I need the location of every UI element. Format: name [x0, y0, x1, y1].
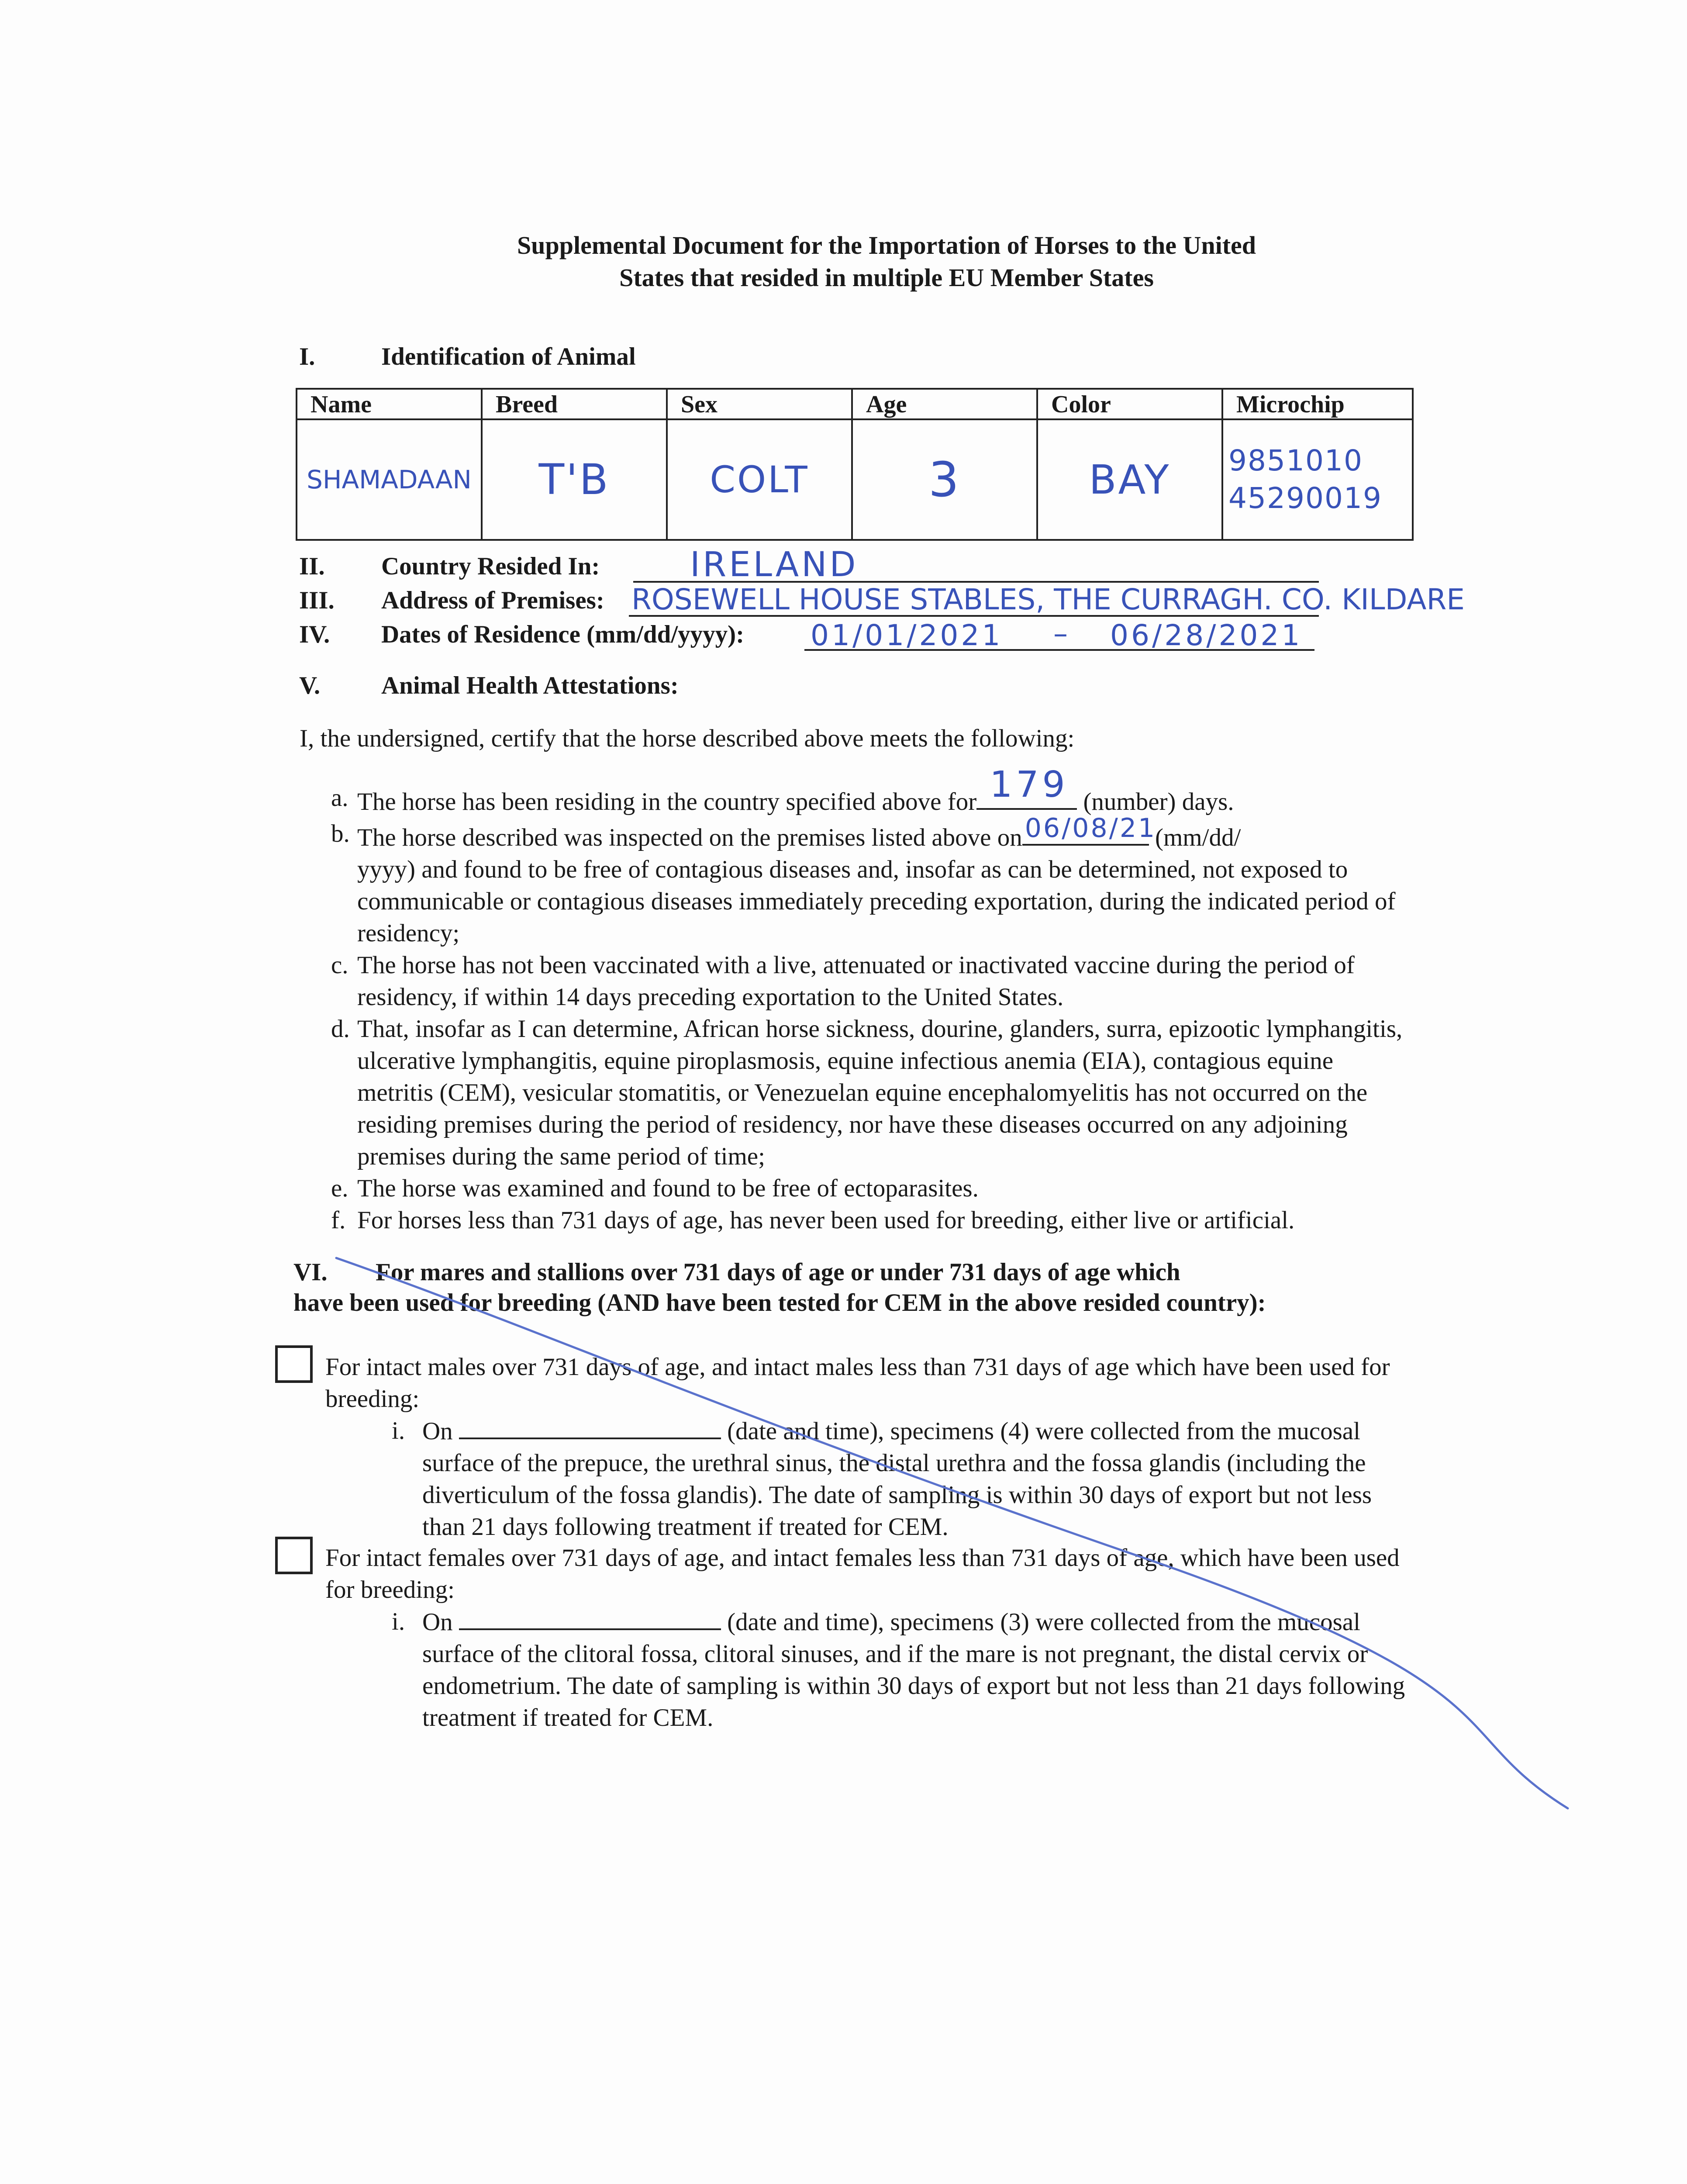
dates-label: Dates of Residence (mm/dd/yyyy):: [381, 621, 745, 648]
item-a-suffix: (number) days.: [1083, 788, 1234, 816]
address-label: Address of Premises:: [381, 587, 604, 614]
start-date-value: 01/01/2021: [811, 619, 1003, 652]
section-6-title-line-1: For mares and stallions over 731 days of age or under 731 days of age which: [376, 1258, 1180, 1286]
col-header-microchip: Microchip: [1222, 389, 1413, 419]
item-label: b.: [331, 820, 350, 847]
section-3-numeral: III.: [299, 587, 335, 614]
item-b-suffix: (mm/dd/: [1155, 824, 1241, 851]
microchip-line-2: 45290019: [1228, 481, 1382, 515]
inspection-date-value: 06/08/21: [1025, 813, 1157, 843]
section-5-title: Animal Health Attestations:: [381, 672, 679, 699]
females-item-text: (date and time), specimens (3) were collected from the mucosal surface of the clitoral fossa, clitoral sinuses, and if the mare is not pregnant, the distal cervix or endometrium. The date of sampling is within 30 days of export but not less than 21 days following treatment if treated for CEM.: [422, 1608, 1405, 1731]
col-header-name: Name: [297, 389, 482, 419]
microchip-line-1: 9851010: [1228, 444, 1363, 477]
section-6-numeral: VI.: [293, 1258, 328, 1286]
item-label: e.: [331, 1175, 348, 1202]
color-value: BAY: [1089, 456, 1171, 503]
on-label: On: [422, 1608, 453, 1636]
item-a-text: The horse has been residing in the country specified above for: [357, 788, 977, 816]
item-label: c.: [331, 951, 348, 979]
section-2-numeral: II.: [299, 553, 325, 580]
col-header-breed: Breed: [482, 389, 667, 419]
item-b-continuation: yyyy) and found to be free of contagious diseases and, insofar as can be determined, not exposed to communicable or contagious diseases immediately preceding exportation, during the indicated period of residency;: [357, 856, 1396, 947]
section-1-numeral: I.: [299, 343, 315, 370]
age-value: 3: [928, 452, 961, 508]
item-f-text: For horses less than 731 days of age, has never been used for breeding, either live or artificial.: [357, 1206, 1295, 1234]
item-label: d.: [331, 1015, 350, 1043]
item-e-text: The horse was examined and found to be free of ectoparasites.: [357, 1175, 979, 1202]
address-value: ROSEWELL HOUSE STABLES, THE CURRAGH. CO. KILDARE: [631, 583, 1465, 616]
sex-value: COLT: [710, 458, 809, 501]
breed-value: T'B: [538, 455, 610, 504]
attestation-intro: I, the undersigned, certify that the horse described above meets the following:: [300, 725, 1075, 752]
col-header-color: Color: [1037, 389, 1222, 419]
horse-name-value: SHAMADAAN: [307, 465, 472, 494]
date-separator: –: [1053, 617, 1068, 650]
item-c-text: The horse has not been vaccinated with a live, attenuated or inactivated vaccine during the period of residency, if within 14 days preceding exportation to the United States.: [357, 951, 1355, 1011]
pen-strike-line: [336, 1258, 1568, 1808]
females-label: For intact females over 731 days of age, and intact females less than 731 days of age, which have been used for breeding:: [325, 1544, 1400, 1603]
males-item-text: (date and time), specimens (4) were collected from the mucosal surface of the prepuce, the urethral sinus, the distal urethra and the fossa glandis (including the diverticulum of the fossa glandis). The date of sampling is within 30 days of export but not less than 21 days following treatment if treated for CEM.: [422, 1417, 1372, 1541]
item-label: i.: [392, 1608, 405, 1635]
section-5-numeral: V.: [299, 672, 321, 699]
item-label: i.: [392, 1417, 405, 1444]
country-value: IRELAND: [690, 545, 859, 584]
item-d-text: That, insofar as I can determine, African horse sickness, dourine, glanders, surra, epizootic lymphangitis, ulcerative lymphangitis, equine piroplasmosis, equine infectious anemia (EIA), contagious equine metritis (CEM), vesicular stomatitis, or Venezuelan equine encephalomyelitis has not occurred on the residing premises during the period of residency, nor have these diseases occurred on any adjoining premises during the same period of time;: [357, 1015, 1403, 1170]
on-label: On: [422, 1417, 453, 1445]
title-line-2: States that resided in multiple EU Member States: [619, 263, 1154, 292]
item-label: a.: [331, 784, 348, 812]
col-header-age: Age: [852, 389, 1037, 419]
country-label: Country Resided In:: [381, 553, 600, 580]
section-6-title-line-2: have been used for breeding (AND have been tested for CEM in the above resided country):: [293, 1289, 1266, 1317]
males-label: For intact males over 731 days of age, and intact males less than 731 days of age which have been used for breeding:: [325, 1353, 1390, 1413]
col-header-sex: Sex: [667, 389, 852, 419]
section-4-numeral: IV.: [299, 621, 330, 648]
item-b-text: The horse described was inspected on the premises listed above on: [357, 824, 1022, 851]
days-value: 179: [990, 764, 1069, 805]
item-label: f.: [331, 1206, 346, 1234]
end-date-value: 06/28/2021: [1110, 619, 1303, 652]
section-1-title: Identification of Animal: [381, 343, 636, 370]
title-line-1: Supplemental Document for the Importation of Horses to the United: [517, 231, 1256, 259]
